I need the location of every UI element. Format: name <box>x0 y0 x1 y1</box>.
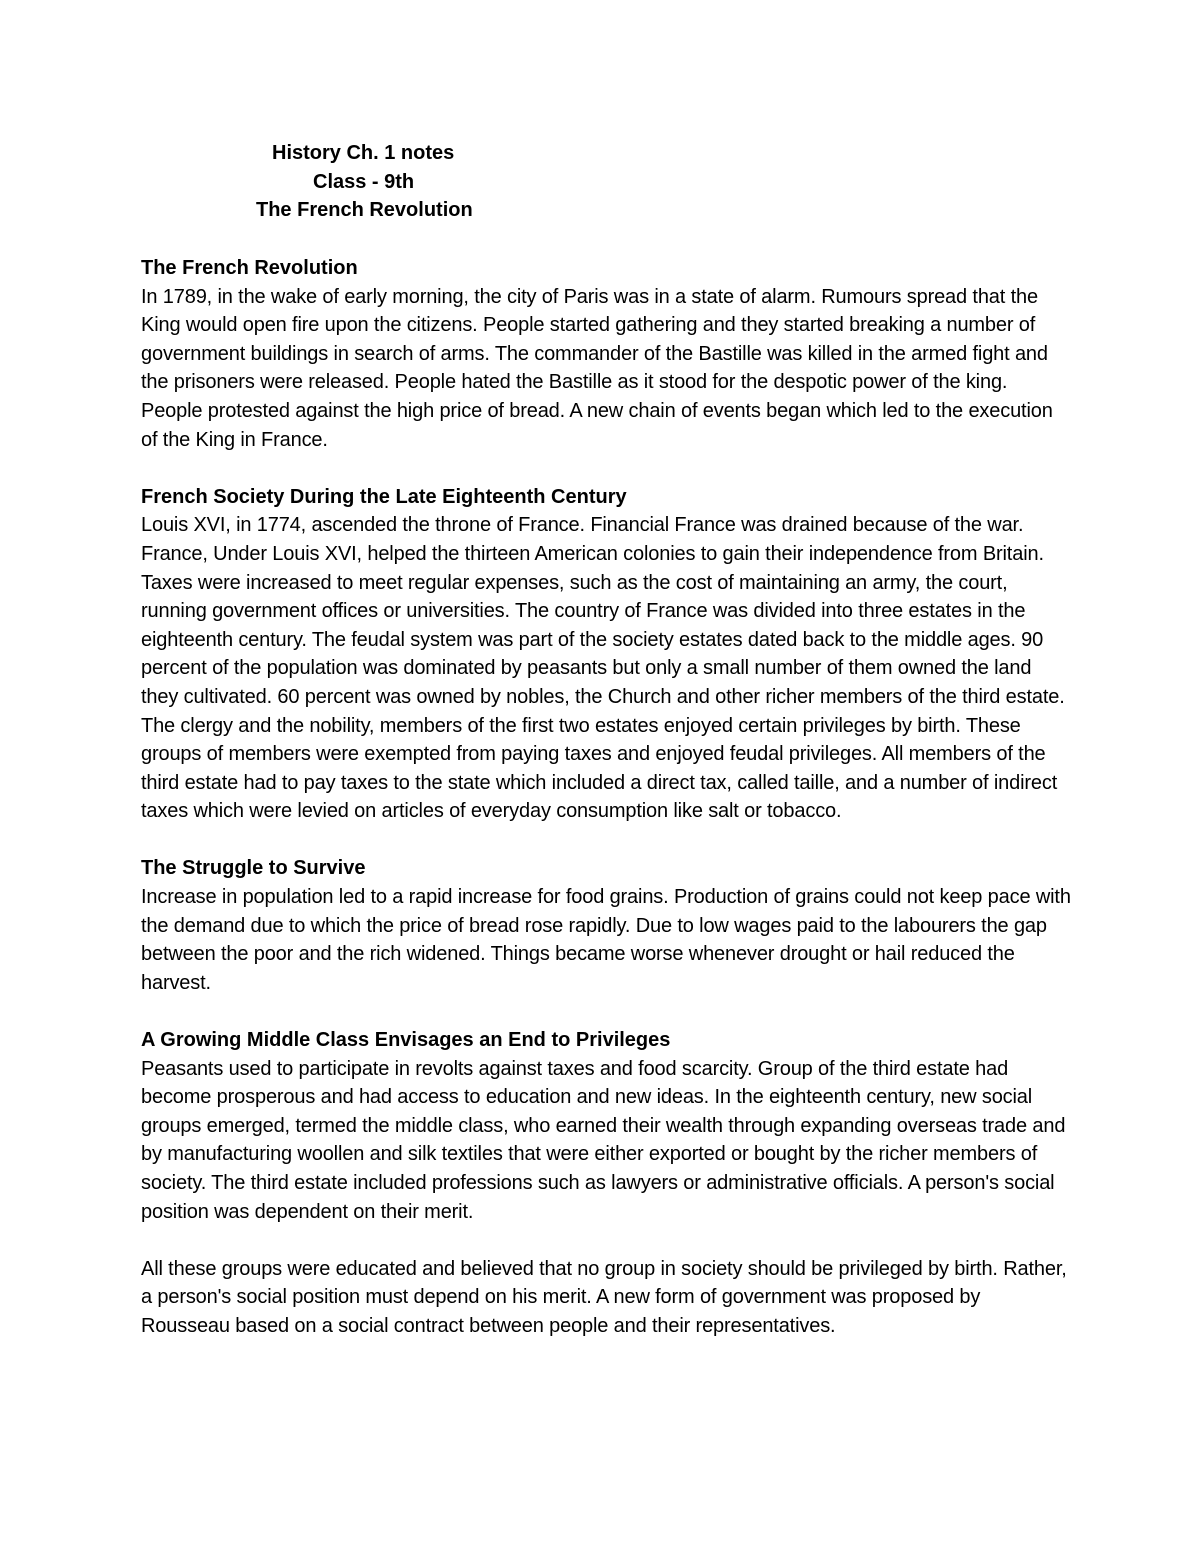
section-title: The Struggle to Survive <box>141 857 366 880</box>
document-body <box>141 254 1071 1341</box>
paragraph: Peasants used to participate in revolts against taxes and food scarcity. Group of the third estate had become prosperous and had access to education and new ideas. In the eighteenth century, new social groups emerged, termed the middle class, who earned their wealth through expanding overseas trade and by manufacturing woollen and silk textiles that were either exported or bought by the richer members of society. The third estate included professions such as lawyers or administrative officials. A person's social position was dependent on their merit. <box>141 1057 1066 1223</box>
section-middle-class <box>141 1026 1071 1341</box>
header-topic: The French Revolution <box>256 199 473 222</box>
section-title: A Growing Middle Class Envisages an End to Privileges <box>141 1029 671 1052</box>
section-french-revolution <box>141 254 1071 454</box>
paragraph: All these groups were educated and believed that no group in society should be privileged by birth. Rather, a person's social position must depend on his merit. A new form of government was proposed by Rousseau based on a social contract between people and their representatives. <box>141 1257 1067 1337</box>
document-header <box>0 139 473 225</box>
section-title: The French Revolution <box>141 257 358 279</box>
header-title: History Ch. 1 notes <box>272 142 455 164</box>
paragraph: Increase in population led to a rapid increase for food grains. Production of grains could not keep pace with the demand due to which the price of bread rose rapidly. Due to low wages paid to the labourers the gap between the poor and the rich widened. Things became worse whenever drought or hail reduced the harvest. <box>141 886 1071 994</box>
paragraph: Louis XVI, in 1774, ascended the throne of France. Financial France was drained because of the war. France, Under Louis XVI, helped the thirteen American colonies to gain their independence from Britain. Taxes were increased to meet regular expenses, such as the cost of maintaining an army, the court, running government offices or universities. The country of France was divided into three estates in the eighteenth century. The feudal system was part of the society estates dated back to the middle ages. 90 percent of the population was dominated by peasants but only a small number of them owned the land they cultivated. 60 percent was owned by nobles, the Church and other richer members of the third estate. The clergy and the nobility, members of the first two estates enjoyed certain privileges by birth. These groups of members were exempted from paying taxes and enjoyed feudal privileges. All members of the third estate had to pay taxes to the state which included a direct tax, called taille, and a number of indirect taxes which were levied on articles of everyday consumption like salt or tobacco. <box>141 514 1065 823</box>
section-french-society <box>141 483 1071 826</box>
section-title: French Society During the Late Eighteenth Century <box>141 485 627 508</box>
paragraph: In 1789, in the wake of early morning, the city of Paris was in a state of alarm. Rumours spread that the King would open fire upon the citizens. People started gathering and they started breaking a number of government buildings in search of arms. The commander of the Bastille was killed in the armed fight and the prisoners were released. People hated the Bastille as it stood for the despotic power of the king. People protested against the high price of bread. A new chain of events began which led to the execution of the King in France. <box>141 285 1053 451</box>
section-struggle-to-survive <box>141 854 1071 997</box>
header-class: Class - 9th <box>313 170 415 193</box>
